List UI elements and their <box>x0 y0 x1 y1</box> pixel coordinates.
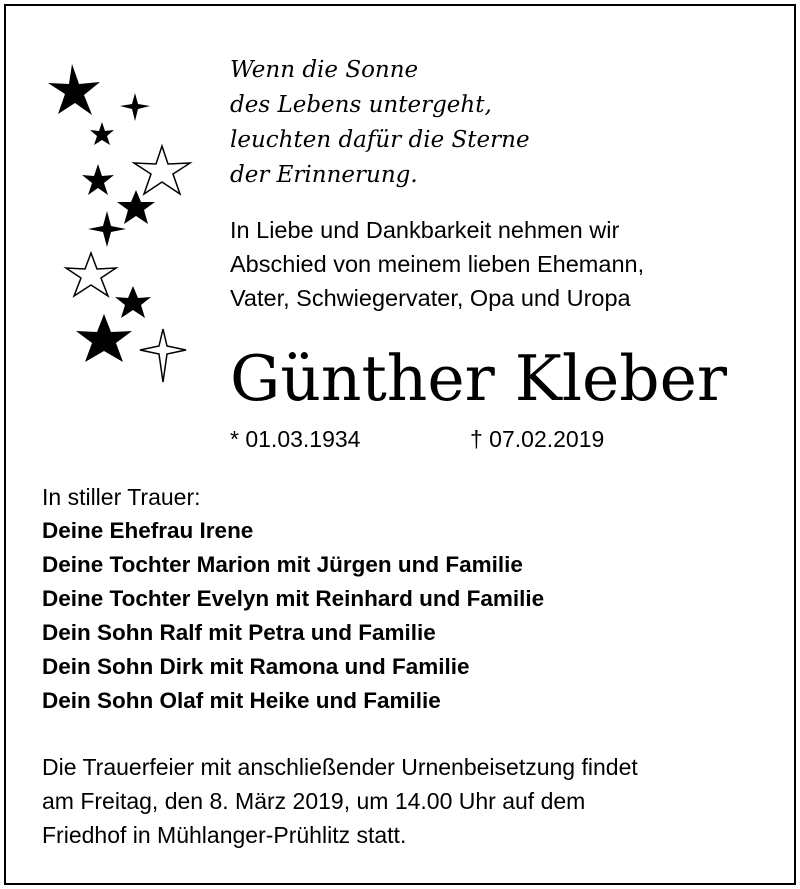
stars-icon <box>34 56 204 396</box>
deceased-name: Günther Kleber <box>230 342 728 415</box>
mourners-section <box>42 480 544 718</box>
mourner-entry: Deine Tochter Marion mit Jürgen und Familie <box>42 552 523 577</box>
memorial-quote <box>230 53 530 193</box>
mourner-entry: Dein Sohn Olaf mit Heike und Familie <box>42 688 441 713</box>
life-dates <box>230 424 604 454</box>
mourner-entry: Deine Tochter Evelyn mit Reinhard und Familie <box>42 586 545 611</box>
funeral-line: Friedhof in Mühlanger-Prühlitz statt. <box>42 822 407 848</box>
mourners-list <box>42 514 544 718</box>
quote-line: leuchten dafür die Sterne <box>230 127 530 153</box>
star-4point-outline-icon <box>140 329 186 382</box>
mourner-entry: Deine Ehefrau Irene <box>42 518 254 543</box>
mourners-heading: In stiller Trauer: <box>42 484 201 510</box>
obituary-frame <box>4 4 796 885</box>
star-outline-icon <box>66 253 116 296</box>
intro-line: Abschied von meinem lieben Ehemann, <box>230 251 645 277</box>
star-filled-icon <box>115 286 151 318</box>
star-4point-icon <box>120 93 150 121</box>
birth-date: * 01.03.1934 <box>230 426 361 452</box>
star-filled-icon <box>90 122 114 145</box>
mourner-entry: Dein Sohn Ralf mit Petra und Familie <box>42 620 436 645</box>
star-filled-icon <box>48 64 100 115</box>
death-date: † 07.02.2019 <box>470 426 605 452</box>
quote-line: Wenn die Sonne <box>230 57 419 83</box>
intro-line: In Liebe und Dankbarkeit nehmen wir <box>230 217 620 243</box>
farewell-intro <box>230 213 644 315</box>
funeral-line: am Freitag, den 8. März 2019, um 14.00 Uhr auf dem <box>42 788 586 814</box>
star-filled-icon <box>82 164 114 195</box>
mourner-entry: Dein Sohn Dirk mit Ramona und Familie <box>42 654 470 679</box>
star-4point-icon <box>88 211 126 247</box>
intro-line: Vater, Schwiegervater, Opa und Uropa <box>230 285 631 311</box>
funeral-notice <box>42 750 638 852</box>
star-outline-icon <box>134 146 190 194</box>
quote-line: des Lebens untergeht, <box>230 92 492 118</box>
star-filled-icon <box>117 190 155 224</box>
funeral-line: Die Trauerfeier mit anschließender Urnenbeisetzung findet <box>42 754 638 780</box>
star-filled-icon <box>76 314 132 362</box>
quote-line: der Erinnerung. <box>230 162 418 188</box>
